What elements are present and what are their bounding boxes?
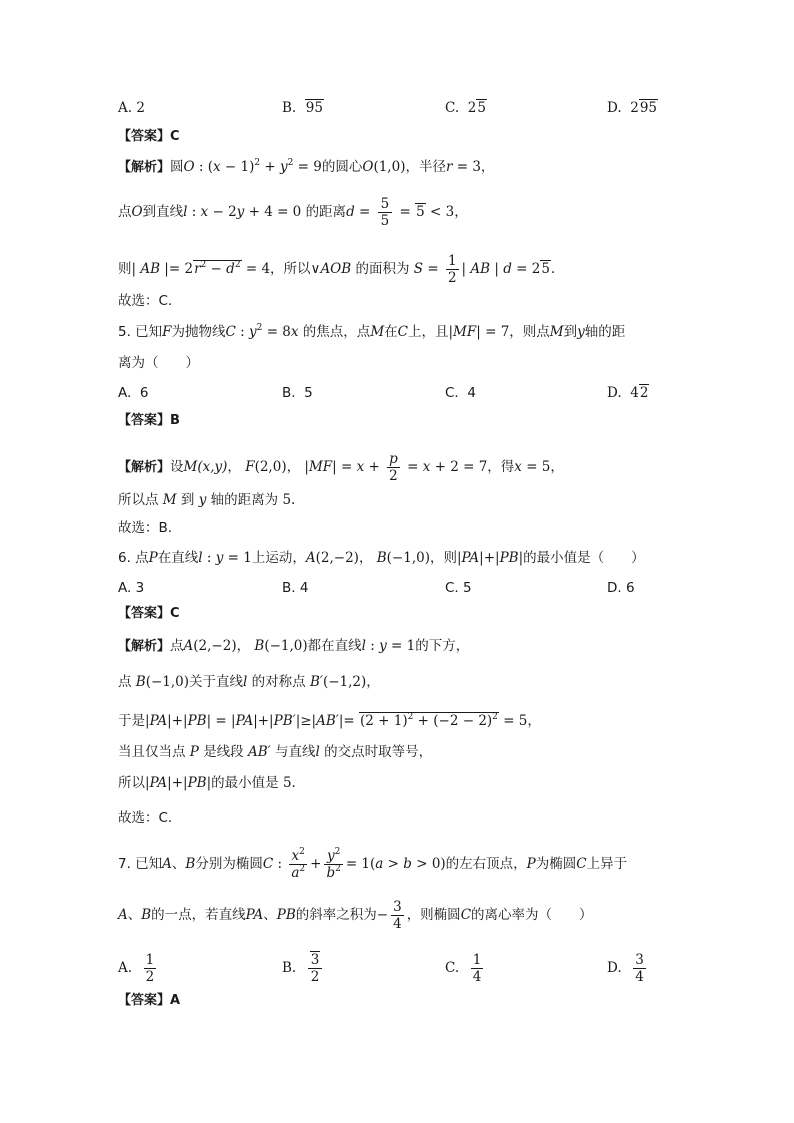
- q5-stem-line-1: 5. 已知F为抛物线C : $y^2 = 8x$ 的焦点，点M在C上，且|MF| = 7，则点M到y轴的距: [118, 323, 626, 340]
- q6-option-b-value: 4: [299, 580, 309, 596]
- q5-option-c: C. 4: [445, 385, 476, 401]
- q5-option-b-value: 5: [304, 385, 313, 401]
- q7-option-d: D. $\frac{3}{4}$: [607, 952, 644, 985]
- q6-option-c: C. 5: [445, 580, 472, 596]
- q6-solution-line-3: 于是$|PA|+|PB| = |PA|+|PB'|\ge|AB'|= (2 + 1)^2 + (-2 - 2)^2 = 5$，: [118, 712, 541, 729]
- q4-option-c: C. 25: [445, 100, 486, 116]
- q6-option-d: D. 6: [607, 580, 635, 596]
- q5-option-a-value: 6: [139, 385, 149, 401]
- q7-stem-line-1: 7. 已知A、B分别为椭圆C : $\frac{x^2}{a^2}$ + $\frac{y^2}{b^2}$ = 1(a > b > 0)的左右顶点，P为椭圆C上异于: [118, 847, 628, 881]
- q6-solution-line-6: 故选：C.: [118, 810, 173, 826]
- q6-solution-line-5: 所以|PA|+|PB|的最小值是 5.: [118, 775, 296, 791]
- q5-solution-line-1: 【解析】设M(x,y)， F(2,0)， |MF| = x + $\frac{p}{2}$ = x + 2 = 7，得x = 5，: [118, 451, 564, 484]
- q5-answer: 【答案】B: [118, 413, 180, 428]
- q4-answer: 【答案】C: [118, 129, 180, 144]
- q6-option-a-value: 3: [135, 580, 145, 596]
- q7-option-b: B. $\frac{3}{2}$: [282, 952, 325, 985]
- q7-stem-line-2: A、B的一点，若直线PA、PB的斜率之积为− $\frac{3}{4}$ ，则椭圆C的离心率为（ ）: [118, 899, 593, 932]
- q4-option-d: D. 295: [607, 100, 657, 116]
- q4-solution-line-3: 则| AB |= $2r^2 - d^2 = 4$，所以∨AOB 的面积为 S = $\frac{1}{2}$ | AB | d = 25.: [118, 253, 556, 286]
- q6-answer: 【答案】C: [118, 606, 180, 621]
- q7-answer: 【答案】A: [118, 993, 181, 1008]
- q4-solution-line-2: 点O到直线l : x − 2y + 4 = 0 的距离d = $\frac{5}{5}$ = 5 < 3，: [118, 196, 468, 229]
- q6-option-a: A. 3: [118, 580, 145, 596]
- q5-option-c-value: 4: [467, 385, 476, 401]
- q5-stem-line-2: 离为（ ）: [118, 355, 199, 371]
- q6-option-d-value: 6: [625, 580, 635, 596]
- q7-option-c: C. $\frac{1}{4}$: [445, 952, 482, 985]
- q6-option-b: B. 4: [282, 580, 309, 596]
- q5-option-b: B. 5: [282, 385, 313, 401]
- q4-option-b: B. 95: [282, 100, 323, 116]
- q5-solution-line-2: 所以点 M 到 y 轴的距离为 5.: [118, 492, 296, 508]
- q5-solution-line-3: 故选：B.: [118, 520, 173, 536]
- q5-option-a: A. 6: [118, 385, 149, 401]
- q7-option-a: A. $\frac{1}{2}$: [118, 952, 155, 985]
- q6-solution-line-1: 【解析】点A(2,−2)， B(−1,0)都在直线l : y = 1的下方，: [118, 638, 470, 654]
- q4-solution-line-4: 故选：C.: [118, 293, 173, 309]
- q6-option-c-value: 5: [463, 580, 472, 596]
- q6-solution-line-2: 点 B(−1,0)关于直线l 的对称点 B′(−1,2)，: [118, 674, 380, 690]
- q6-solution-line-4: 当且仅当点 P 是线段 AB′ 与直线l 的交点时取等号，: [118, 744, 433, 760]
- q4-solution-line-1: 【解析】圆O : $(x - 1)^2 + y^2 = 9$的圆心O(1,0)，半径r = 3，: [118, 158, 495, 175]
- q5-option-d: D. 42: [607, 385, 649, 401]
- q6-stem: 6. 点P在直线l : y = 1上运动，A(2,−2)， B(−1,0)，则|PA|+|PB|的最小值是（ ）: [118, 550, 645, 566]
- q4-option-a: A. 2: [118, 100, 145, 116]
